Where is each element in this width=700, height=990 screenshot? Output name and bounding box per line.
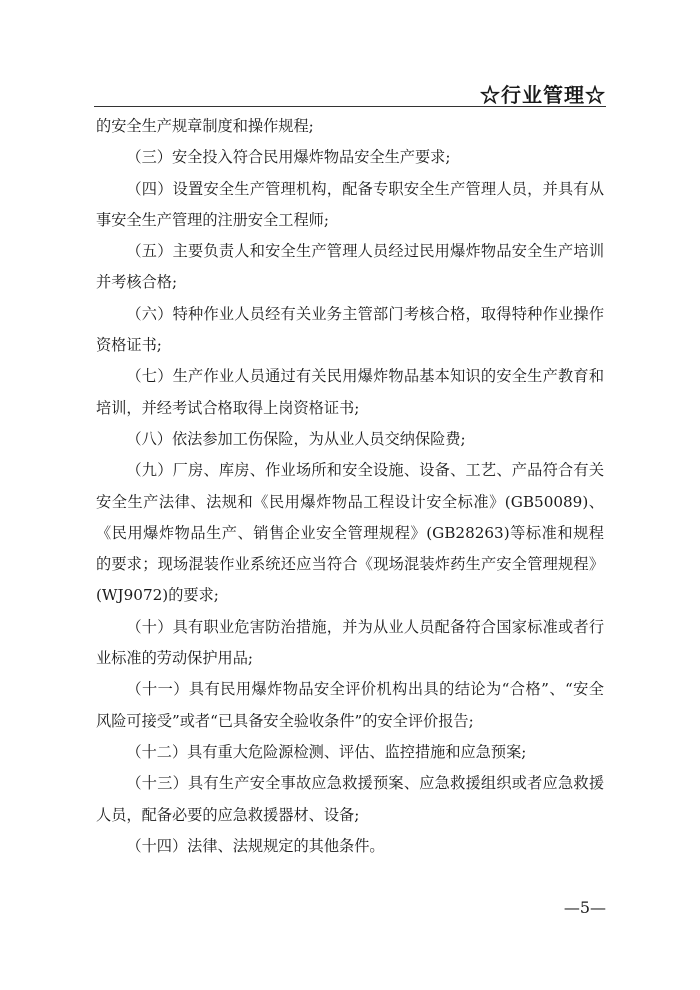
paragraph-item-7: （七）生产作业人员通过有关民用爆炸物品基本知识的安全生产教育和培训，并经考试合格取得上岗资格证书;: [96, 367, 604, 417]
paragraph-item-6: （六）特种作业人员经有关业务主管部门考核合格，取得特种作业操作资格证书;: [96, 304, 604, 355]
paragraph-item-5: （五）主要负责人和安全生产管理人员经过民用爆炸物品安全生产培训并考核合格;: [96, 242, 604, 292]
page-number: —5—: [563, 898, 606, 917]
paragraph-item-10: （十）具有职业危害防治措施，并为从业人员配备符合国家标准或者行业标准的劳动保护用品;: [96, 617, 604, 668]
paragraph-item-4: （四）设置安全生产管理机构，配备专职安全生产管理人员，并具有从事安全生产管理的注册安全工程师;: [96, 179, 604, 229]
header-divider: [94, 106, 606, 107]
paragraph-item-14: （十四）法律、法规规定的其他条件。: [126, 836, 385, 855]
paragraph-item-11: （十一）具有民用爆炸物品安全评价机构出具的结论为“合格”、“安全风险可接受”或者“已具备安全验收条件”的安全评价报告;: [96, 680, 604, 730]
paragraph-item-13: （十三）具有生产安全事故应急救援预案、应急救援组织或者应急救援人员，配备必要的应急救援器材、设备;: [96, 774, 604, 824]
document-body: [96, 111, 604, 862]
paragraph-item-8: （八）依法参加工伤保险，为从业人员交纳保险费;: [126, 429, 466, 448]
page-header-title: ☆行业管理☆: [480, 83, 606, 107]
paragraph-item-3: （三）安全投入符合民用爆炸物品安全生产要求;: [126, 148, 451, 167]
paragraph-item-9: （九）厂房、库房、作业场所和安全设施、设备、工艺、产品符合有关安全生产法律、法规和《民用爆炸物品工程设计安全标准》(GB50089)、《民用爆炸物品生产、销售企业安全管理规程》(GB28263)等标准和规程的要求；现场混装作业系统还应当符合《现场混装炸药生产安全管理规程》(WJ9072)的要求;: [96, 461, 604, 605]
paragraph-item-12: （十二）具有重大危险源检测、评估、监控措施和应急预案;: [126, 742, 527, 761]
paragraph-continuation: 的安全生产规章制度和操作规程;: [96, 117, 314, 135]
